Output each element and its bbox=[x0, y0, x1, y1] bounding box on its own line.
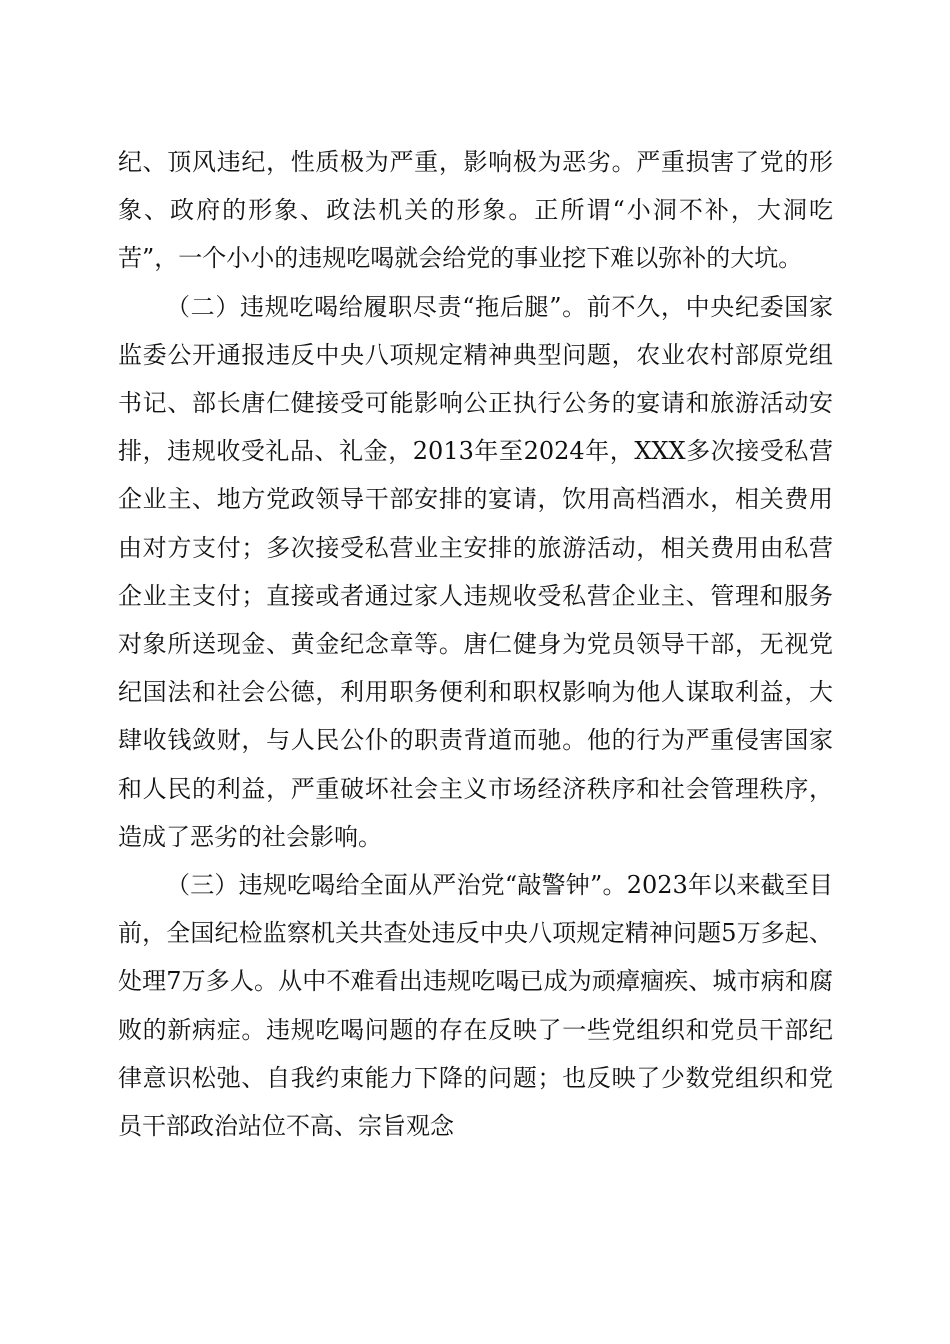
paragraph-text: 前不久，中央纪委国家监委公开通报违反中央八项规定精神典型问题，农业农村部原党组书记、部长唐仁健接受可能影响公正执行公务的宴请和旅游活动安排，违规收受礼品、礼金，2013年至2024年，XXX多次接受私营企业主、地方党政领导干部安排的宴请，饮用高档酒水，相关费用由对方支付；多次接受私营业主安排的旅游活动，相关费用由私营企业主支付；直接或者通过家人违规收受私营企业主、管理和服务对象所送现金、黄金纪念章等。唐仁健身为党员领导干部，无视党纪国法和社会公德，利用职务便利和职权影响为他人谋取利益，大肆收钱敛财，与人民公仆的职责背道而驰。他的行为严重侵害国家和人民的利益，严重破坏社会主义市场经济秩序和社会管理秩序，造成了恶劣的社会影响。 bbox=[118, 292, 833, 851]
section-heading-two: （二）违规吃喝给履职尽责“拖后腿”。 bbox=[166, 292, 587, 321]
paragraph-text: 纪、顶风违纪，性质极为严重，影响极为恶劣。严重损害了党的形象、政府的形象、政法机关的形象。正所谓“小洞不补，大洞吃苦”，一个小小的违规吃喝就会给党的事业挖下难以弥补的大坑。 bbox=[118, 148, 833, 273]
paragraph-section-two bbox=[118, 283, 833, 861]
section-heading-three: （三）违规吃喝给全面从严治党“敲警钟”。 bbox=[166, 871, 627, 900]
paragraph-text: 2023年以来截至目前，全国纪检监察机关共查处违反中央八项规定精神问题5万多起、处理7万多人。从中不难看出违规吃喝已成为顽瘴痼疾、城市病和腐败的新病症。违规吃喝问题的存在反映了一些党组织和党员干部纪律意识松弛、自我约束能力下降的问题；也反映了少数党组织和党员干部政治站位不高、宗旨观念 bbox=[118, 871, 834, 1141]
paragraph-section-three bbox=[118, 861, 833, 1150]
paragraph-continuation bbox=[118, 138, 833, 283]
document-body bbox=[118, 138, 833, 1150]
